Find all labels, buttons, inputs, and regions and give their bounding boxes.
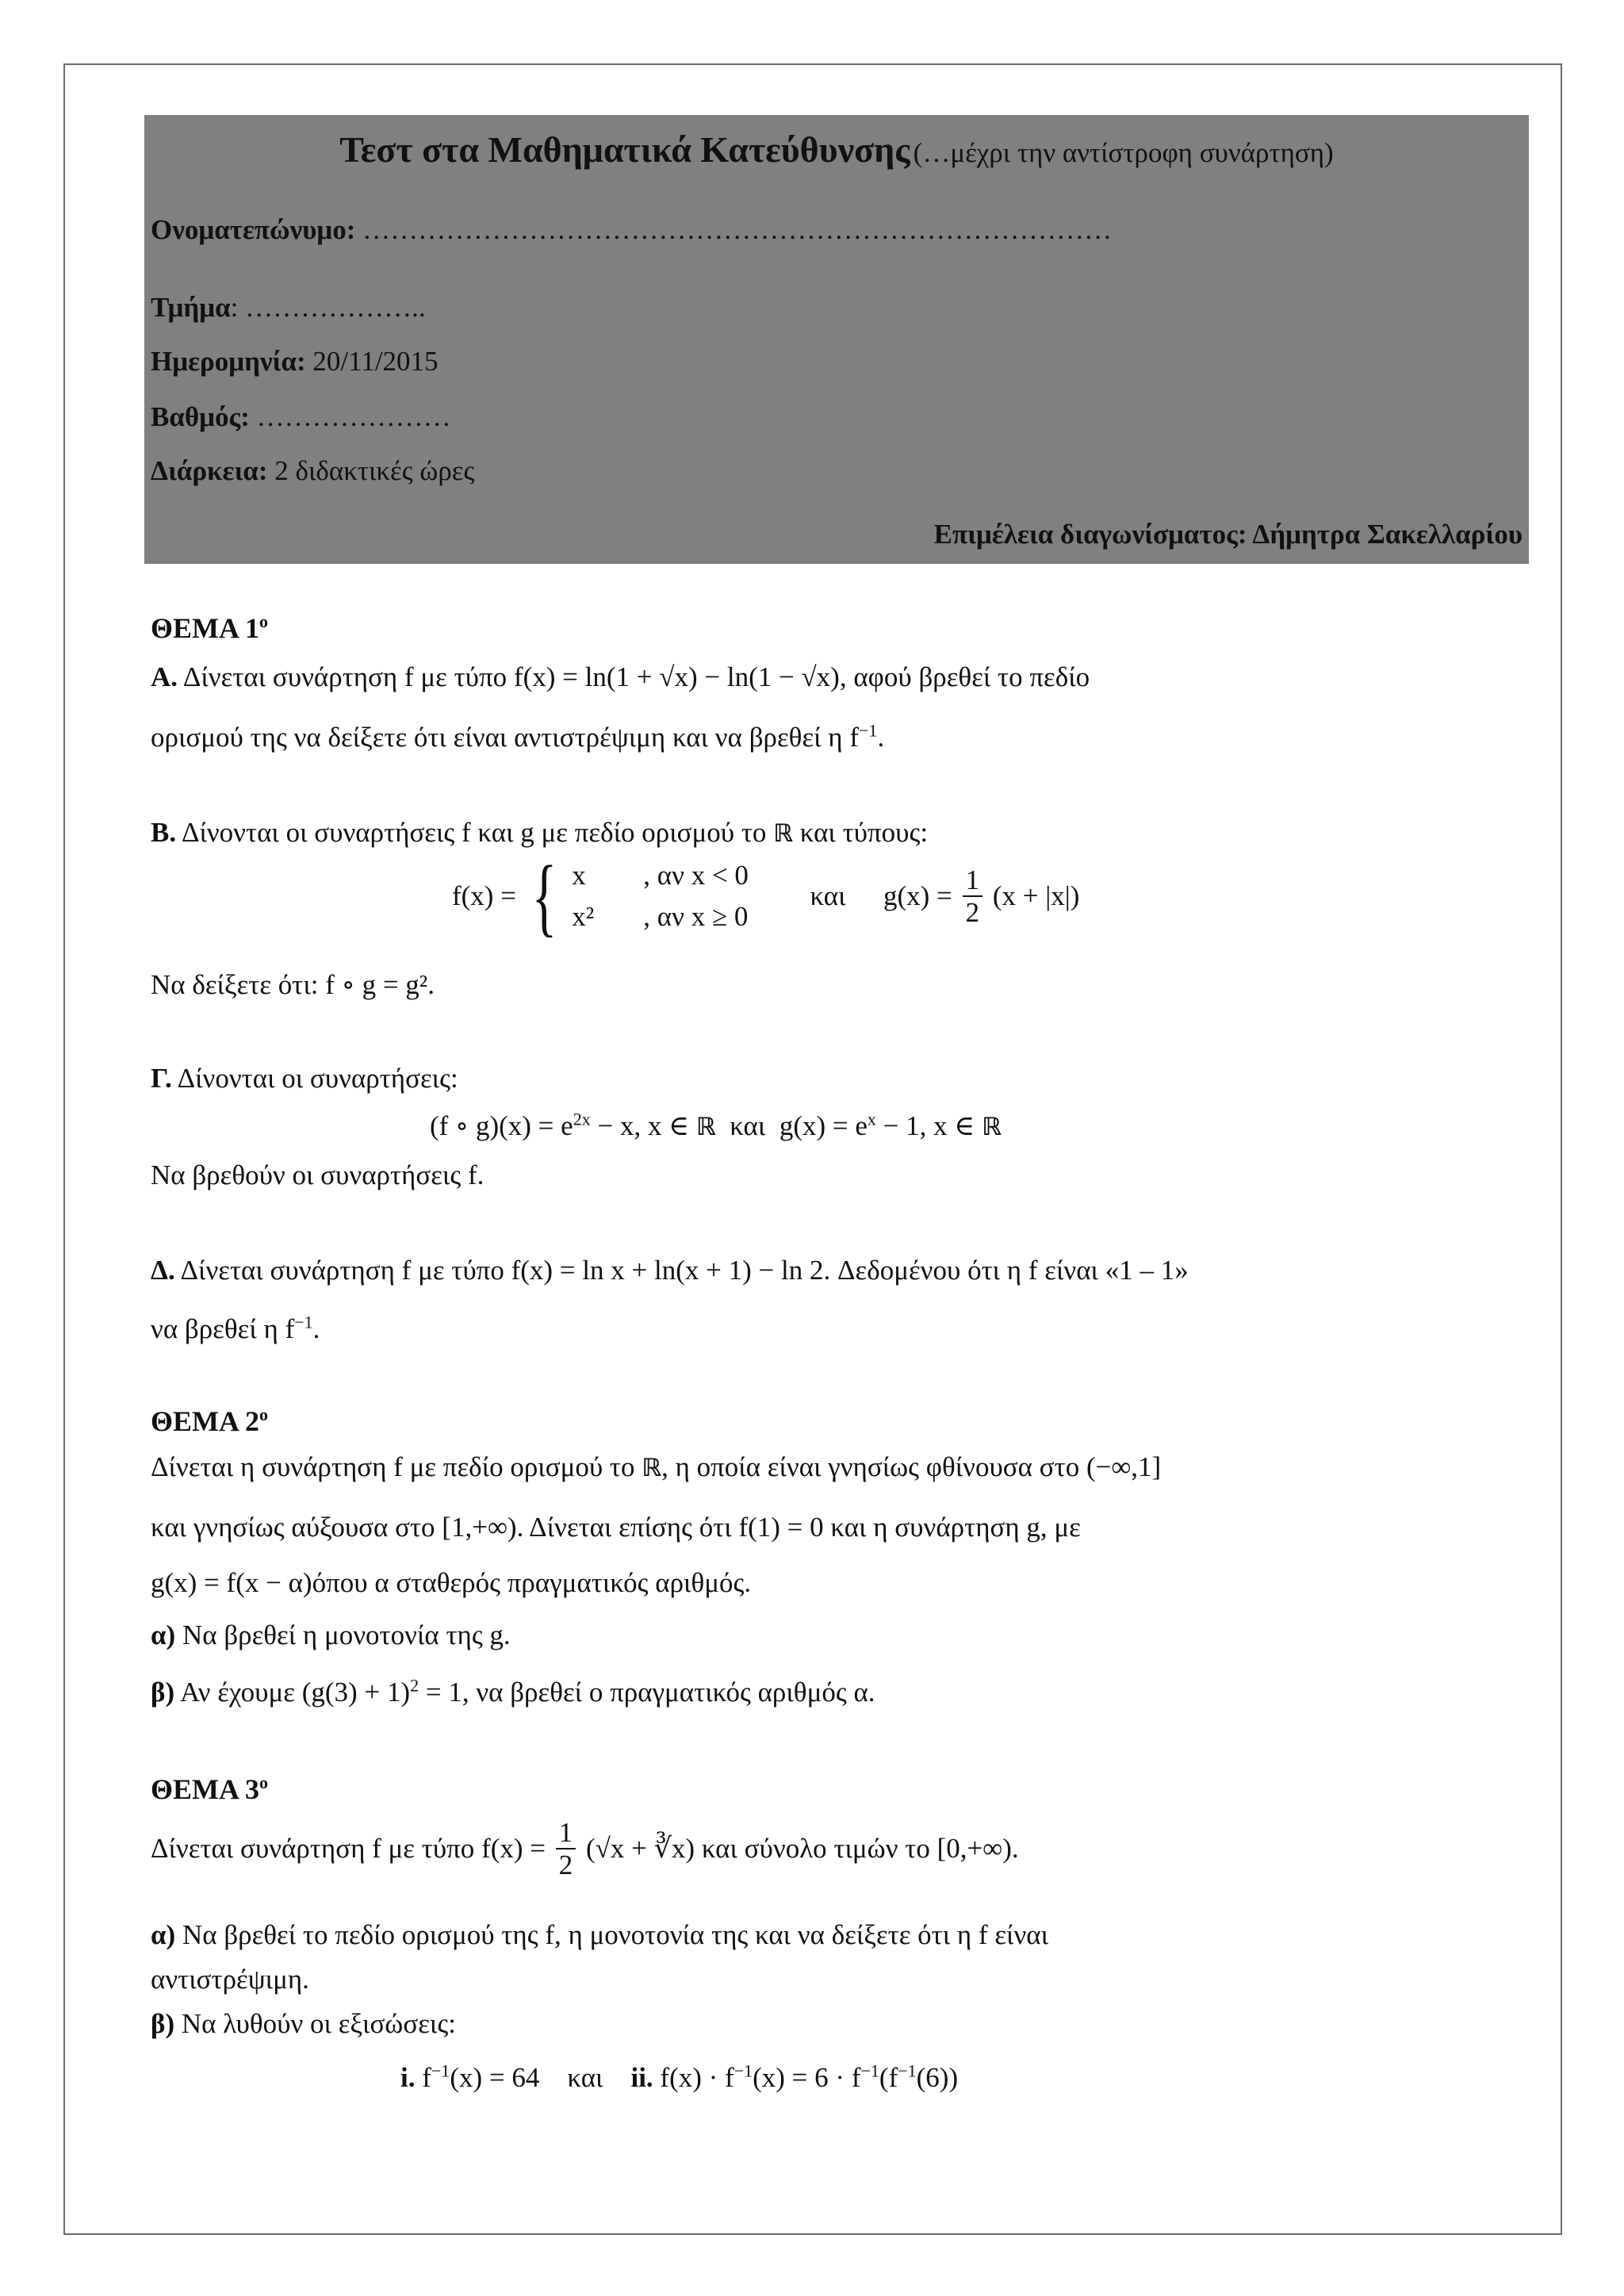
theme1-d-line2: να βρεθεί η $f^{-1}$.	[151, 1312, 320, 1344]
theme1-c-formulas: (f ∘ $g)(x) = e^{2x} - x$, x ∈ ℝ και $g(x) = e^x - 1$, x ∈ ℝ	[430, 1109, 1002, 1141]
fraction-half: $\frac{1}{2}$	[963, 866, 983, 926]
theme1-a-line2: ορισμού της να δείξετε ότι είναι αντιστρέψιμη και να βρεθεί η $f^{-1}$.	[151, 720, 885, 753]
grade-label: Βαθμός:	[151, 401, 250, 432]
header-box	[144, 115, 1529, 564]
theme1-a-line1: Α. Δίνεται συνάρτηση f με τύπο f(x) = ln(1 + √x) − ln(1 − √x), αφού βρεθεί το πεδίο	[151, 661, 1090, 692]
theme1-b-label: Β.	[151, 817, 177, 848]
date-value: 20/11/2015	[312, 346, 439, 377]
theme1-d-label: Δ.	[151, 1255, 175, 1286]
theme2-b: β) Αν έχουμε $(g(3) + 1)^2 = 1$, να βρεθεί ο πραγματικός αριθμός α.	[151, 1675, 875, 1708]
name-label: Ονοματεπώνυμο:	[151, 214, 356, 245]
grade-value: …………………	[256, 401, 451, 432]
theme3-a-line1: α) Να βρεθεί το πεδίο ορισμού της f, η μονοτονία της και να δείξετε ότι η f είναι	[151, 1919, 1049, 1950]
theme2-line1: Δίνεται η συνάρτηση f με πεδίο ορισμού το ℝ, η οποία είναι γνησίως φθίνουσα στο (−∞,1]	[151, 1451, 1162, 1482]
section-label: Τμήμα	[151, 292, 231, 323]
theme1-b-prove: Να δείξετε ότι: f ∘ g = g².	[151, 969, 435, 1000]
theme2-title: ΘΕΜΑ $2^o$	[151, 1405, 269, 1437]
theme3-line1: Δίνεται συνάρτηση f με τύπο f(x) = $\frac{1}{2}$ (√x + ∛x) και σύνολο τιμών το [0,+∞).	[151, 1817, 1019, 1880]
duration-label: Διάρκεια:	[151, 455, 268, 486]
title-main: Τεστ στα Μαθηματικά Κατεύθυνσης	[339, 129, 910, 170]
theme1-d-formula: f(x) = ln x + ln(x + 1) − ln 2	[511, 1255, 824, 1286]
test-title	[149, 120, 1524, 189]
theme3-b: β) Να λυθούν οι εξισώσεις:	[151, 2008, 456, 2039]
theme3-equations: i. $f^{-1}(x) = 64$ και ii. $f(x) \cdot f^{-1}(x) = 6 \cdot f^{-1}(f^{-1}(6))$	[400, 2060, 959, 2093]
theme1-a-label: Α.	[151, 661, 178, 692]
theme1-title: ΘΕΜΑ $1^o$	[151, 611, 269, 644]
name-line	[151, 210, 1112, 250]
theme1-b-line1: Β. Δίνονται οι συναρτήσεις f και g με πεδίο ορισμού το ℝ και τύπους:	[151, 817, 929, 848]
name-value: ………………………………………………………………………	[362, 214, 1113, 245]
section-value: : ………………..	[230, 292, 426, 323]
piecewise-cases: x , αν x < 0 x² , αν x ≥ 0	[572, 860, 749, 932]
theme3-a-line2: αντιστρέψιμη.	[151, 1964, 309, 1995]
theme1-a-formula: f(x) = ln(1 + √x) − ln(1 − √x)	[513, 661, 840, 692]
duration-value: 2 διδακτικές ώρες	[274, 455, 475, 486]
theme2-line2: και γνησίως αύξουσα στο [1,+∞). Δίνεται επίσης ότι f(1) = 0 και η συνάρτηση g, με	[151, 1512, 1081, 1543]
fraction-half: $\frac{1}{2}$	[556, 1819, 576, 1879]
theme1-d-line1: Δ. Δίνεται συνάρτηση f με τύπο f(x) = ln x + ln(x + 1) − ln 2. Δεδομένου ότι η f είναι «1 – 1»	[151, 1255, 1189, 1286]
date-label: Ημερομηνία:	[151, 346, 306, 377]
theme1-b-piecewise: f(x) = { x , αν x < 0 x² , αν x ≥ 0 και g(x) = $\frac{1}{2}$ (x + |x|)	[452, 848, 1080, 945]
theme1-c-line1: Γ. Δίνονται οι συναρτήσεις:	[151, 1063, 458, 1094]
theme1-c-label: Γ.	[151, 1063, 172, 1094]
left-brace-icon: {	[531, 848, 557, 945]
duration-line	[151, 451, 474, 491]
theme3-title: ΘΕΜΑ $3^o$	[151, 1773, 269, 1805]
section-line	[151, 288, 426, 328]
date-line	[151, 342, 439, 381]
theme2-a: α) Να βρεθεί η μονοτονία της g.	[151, 1619, 511, 1650]
reals-symbol: ℝ	[773, 819, 794, 848]
title-subtitle: (…μέχρι την αντίστροφη συνάρτηση)	[913, 137, 1334, 168]
editor-credit: Επιμέλεια διαγωνίσματος: Δήμητρα Σακελλαρίου	[933, 519, 1522, 550]
theme1-c-line2: Να βρεθούν οι συναρτήσεις f.	[151, 1159, 485, 1190]
grade-line	[151, 397, 451, 437]
theme2-line3: g(x) = f(x − α)όπου α σταθερός πραγματικός αριθμός.	[151, 1567, 752, 1598]
